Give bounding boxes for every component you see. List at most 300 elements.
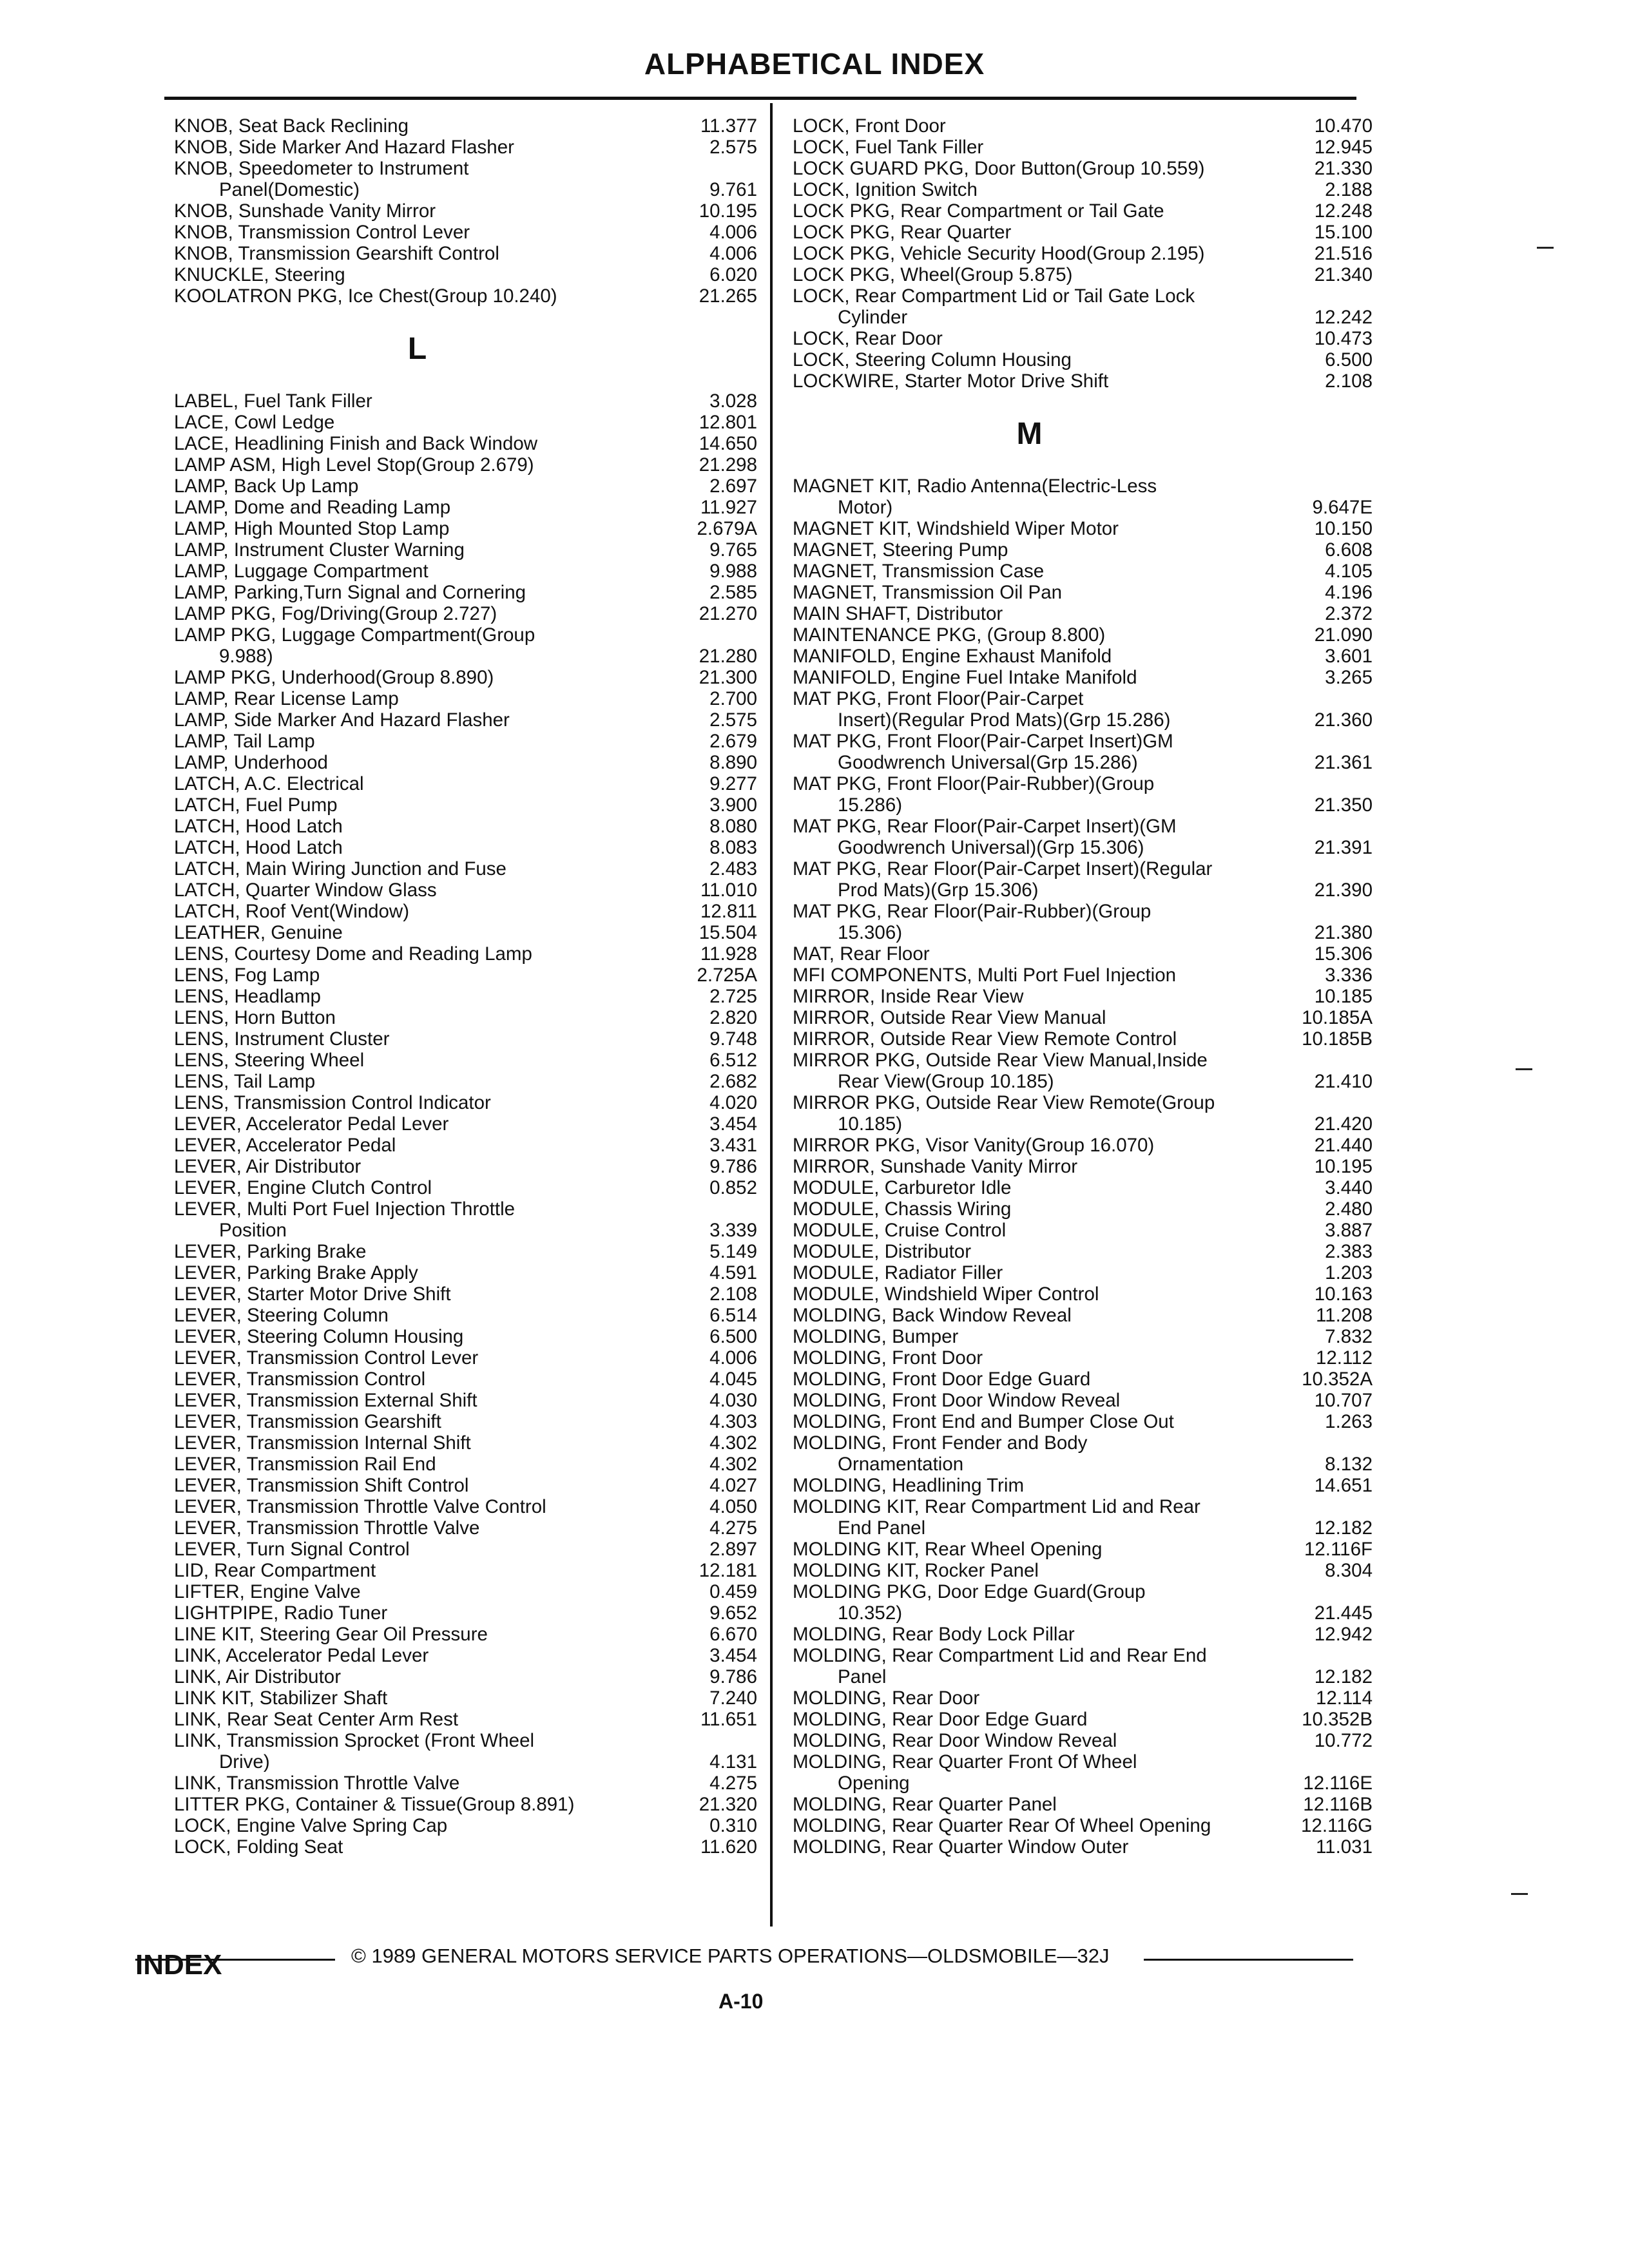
entry-reference: 6.670	[709, 1624, 757, 1645]
entry-reference: 21.380	[1314, 922, 1373, 943]
entry-description: MAGNET KIT, Windshield Wiper Motor	[793, 518, 1119, 539]
entry-reference: 3.601	[1325, 646, 1373, 667]
entry-reference: 12.811	[700, 901, 757, 922]
entry-description: MAT PKG, Rear Floor(Pair-Carpet Insert)(GM	[793, 816, 1177, 837]
entry-description: LATCH, Hood Latch	[174, 837, 343, 858]
entry-description: LAMP PKG, Fog/Driving(Group 2.727)	[174, 603, 497, 624]
entry-description: MAGNET, Transmission Case	[793, 561, 1045, 582]
index-entry	[793, 1475, 1376, 1497]
index-entry	[174, 604, 767, 625]
entry-reference: 4.275	[709, 1517, 757, 1539]
index-entry	[793, 1178, 1376, 1199]
entry-description: MOLDING PKG, Door Edge Guard(Group	[793, 1581, 1146, 1602]
entry-description: MAINTENANCE PKG, (Group 8.800)	[793, 624, 1106, 646]
entry-reference: 2.383	[1325, 1241, 1373, 1262]
index-entry	[793, 265, 1376, 286]
entry-description: LATCH, Quarter Window Glass	[174, 879, 437, 901]
index-entry	[174, 159, 767, 201]
entry-reference: 15.504	[699, 922, 757, 943]
entry-reference: 10.163	[1314, 1283, 1373, 1305]
entry-description: LEVER, Transmission Control Lever	[174, 1347, 479, 1369]
entry-reference: 12.945	[1314, 137, 1373, 158]
right-index-column	[793, 116, 1376, 1858]
entry-description: MOLDING KIT, Rocker Panel	[793, 1560, 1039, 1581]
entry-reference: 12.801	[699, 412, 757, 433]
entry-reference: 7.240	[709, 1687, 757, 1709]
index-entry	[174, 1518, 767, 1539]
entry-reference: 10.195	[1314, 1156, 1373, 1177]
index-entry	[174, 1135, 767, 1157]
entry-description: LAMP PKG, Luggage Compartment(Group	[174, 624, 535, 646]
entry-description: MIRROR PKG, Outside Rear View Remote(Group	[793, 1092, 1215, 1113]
entry-reference: 21.298	[699, 454, 757, 476]
entry-description: MOLDING, Rear Body Lock Pillar	[793, 1624, 1075, 1645]
entry-description: LAMP, Instrument Cluster Warning	[174, 539, 465, 561]
entry-description: LAMP, Side Marker And Hazard Flasher	[174, 709, 510, 731]
left-index-column	[174, 116, 767, 1858]
entry-reference: 21.350	[1314, 794, 1373, 816]
entry-reference: 9.786	[709, 1666, 757, 1687]
entry-reference: 12.182	[1314, 1517, 1373, 1539]
entry-reference: 10.473	[1314, 328, 1373, 349]
index-entry	[174, 1114, 767, 1135]
entry-description: LENS, Transmission Control Indicator	[174, 1092, 491, 1113]
index-entry	[174, 1433, 767, 1454]
index-entry	[793, 476, 1376, 519]
entry-description: LAMP, Rear License Lamp	[174, 688, 399, 709]
index-entry	[793, 1816, 1376, 1837]
entry-description: LEVER, Multi Port Fuel Injection Throttle	[174, 1198, 516, 1220]
entry-description: LEVER, Starter Motor Drive Shift	[174, 1283, 451, 1305]
entry-reference: 2.575	[709, 709, 757, 731]
entry-description-continued: Goodwrench Universal)(Grp 15.306)	[838, 837, 1144, 858]
index-entry	[793, 1242, 1376, 1263]
entry-reference: 4.006	[709, 243, 757, 264]
index-entry	[174, 561, 767, 582]
entry-description: MOLDING, Rear Quarter Rear Of Wheel Opening	[793, 1815, 1211, 1836]
entry-reference: 3.265	[1325, 667, 1373, 688]
entry-description: LEVER, Transmission Internal Shift	[174, 1432, 471, 1454]
entry-description: LENS, Courtesy Dome and Reading Lamp	[174, 943, 532, 965]
index-entry	[793, 1157, 1376, 1178]
entry-reference: 2.897	[709, 1539, 757, 1560]
index-entry	[793, 1709, 1376, 1731]
entry-description: MODULE, Distributor	[793, 1241, 972, 1262]
index-entry	[793, 1752, 1376, 1794]
letter-heading: M	[1016, 417, 1043, 451]
index-entry	[174, 923, 767, 944]
entry-reference: 10.185	[1314, 986, 1373, 1007]
entry-reference: 3.440	[1325, 1177, 1373, 1198]
entry-reference: 9.765	[709, 539, 757, 561]
index-entry	[174, 710, 767, 731]
index-entry	[793, 1390, 1376, 1412]
entry-description: LEVER, Transmission External Shift	[174, 1390, 477, 1411]
index-entry	[174, 244, 767, 265]
entry-description: MOLDING, Rear Quarter Front Of Wheel	[793, 1751, 1137, 1773]
entry-reference: 21.280	[699, 646, 757, 667]
entry-reference: 6.514	[709, 1305, 757, 1326]
index-entry	[174, 859, 767, 880]
entry-reference: 5.149	[709, 1241, 757, 1262]
entry-reference: 2.108	[709, 1283, 757, 1305]
entry-reference: 4.006	[709, 1347, 757, 1369]
entry-description: LOCK, Rear Door	[793, 328, 943, 349]
index-entry	[793, 540, 1376, 561]
index-entry	[793, 1433, 1376, 1475]
entry-description-continued: 10.352)	[838, 1602, 903, 1624]
entry-description: LAMP, Parking,Turn Signal and Cornering	[174, 582, 526, 603]
entry-description: LENS, Tail Lamp	[174, 1071, 316, 1092]
index-entry	[793, 689, 1376, 731]
index-entry	[174, 1050, 767, 1072]
index-entry	[793, 201, 1376, 222]
index-entry	[793, 159, 1376, 180]
index-entry	[793, 1688, 1376, 1709]
index-entry	[174, 1369, 767, 1390]
entry-description-continued: Cylinder	[838, 307, 908, 328]
page-title: ALPHABETICAL INDEX	[644, 47, 985, 81]
footer-rule-right	[1144, 1959, 1353, 1961]
entry-reference: 9.277	[709, 773, 757, 794]
index-entry	[793, 1199, 1376, 1220]
entry-description: LOCK GUARD PKG, Door Button(Group 10.559)	[793, 158, 1205, 179]
index-entry	[793, 1582, 1376, 1624]
entry-description: LOCK, Engine Valve Spring Cap	[174, 1815, 448, 1836]
index-entry	[793, 1093, 1376, 1135]
entry-reference: 21.360	[1314, 709, 1373, 731]
entry-reference: 21.440	[1314, 1135, 1373, 1156]
entry-reference: 9.761	[709, 179, 757, 200]
entry-description-continued: Prod Mats)(Grp 15.306)	[838, 879, 1039, 901]
entry-reference: 15.100	[1314, 222, 1373, 243]
entry-description: MODULE, Windshield Wiper Control	[793, 1283, 1099, 1305]
entry-reference: 11.208	[1315, 1305, 1373, 1326]
entry-description: KOOLATRON PKG, Ice Chest(Group 10.240)	[174, 285, 557, 307]
entry-reference: 8.083	[709, 837, 757, 858]
entry-description: MOLDING KIT, Rear Compartment Lid and Rear	[793, 1496, 1200, 1517]
title-rule	[164, 97, 1356, 100]
entry-reference: 4.105	[1325, 561, 1373, 582]
index-entry	[174, 1284, 767, 1305]
index-entry	[793, 646, 1376, 668]
entry-description: MAT PKG, Front Floor(Pair-Rubber)(Group	[793, 773, 1155, 794]
entry-reference: 21.420	[1314, 1113, 1373, 1135]
entry-description: LEVER, Transmission Shift Control	[174, 1475, 469, 1496]
index-entry	[793, 859, 1376, 901]
entry-description: LOCK PKG, Wheel(Group 5.875)	[793, 264, 1073, 285]
entry-reference: 6.500	[1325, 349, 1373, 370]
entry-reference: 21.445	[1314, 1602, 1373, 1624]
entry-description-continued: 15.286)	[838, 794, 903, 816]
index-entry	[793, 286, 1376, 329]
entry-description: LINK, Accelerator Pedal Lever	[174, 1645, 429, 1666]
section-label: INDEX	[135, 1949, 222, 1981]
index-entry	[793, 1327, 1376, 1348]
entry-reference: 8.132	[1325, 1454, 1373, 1475]
index-entry	[174, 497, 767, 519]
entry-reference: 9.786	[709, 1156, 757, 1177]
entry-reference: 0.852	[709, 1177, 757, 1198]
entry-description: MOLDING, Front Door Window Reveal	[793, 1390, 1121, 1411]
index-entry	[793, 1539, 1376, 1561]
entry-description: MOLDING, Front End and Bumper Close Out	[793, 1411, 1174, 1432]
entry-reference: 2.820	[709, 1007, 757, 1028]
entry-reference: 1.203	[1325, 1262, 1373, 1283]
entry-reference: 9.647E	[1312, 497, 1373, 518]
index-entry	[793, 180, 1376, 201]
entry-reference: 12.116B	[1303, 1794, 1373, 1815]
entry-description: LEVER, Accelerator Pedal Lever	[174, 1113, 449, 1135]
index-entry	[793, 1135, 1376, 1157]
entry-description: MOLDING, Rear Door Edge Guard	[793, 1709, 1088, 1730]
index-entry	[793, 1794, 1376, 1816]
entry-description: KNOB, Sunshade Vanity Mirror	[174, 200, 436, 222]
index-entry	[174, 774, 767, 795]
entry-description: MIRROR PKG, Visor Vanity(Group 16.070)	[793, 1135, 1155, 1156]
margin-mark	[1516, 1068, 1532, 1070]
entry-description: LID, Rear Compartment	[174, 1560, 376, 1581]
entry-description: MIRROR, Sunshade Vanity Mirror	[793, 1156, 1078, 1177]
entry-reference: 4.302	[709, 1454, 757, 1475]
entry-reference: 21.340	[1314, 264, 1373, 285]
entry-description: LAMP PKG, Underhood(Group 8.890)	[174, 667, 494, 688]
entry-description: LIFTER, Engine Valve	[174, 1581, 361, 1602]
entry-reference: 2.585	[709, 582, 757, 603]
entry-reference: 12.112	[1315, 1347, 1373, 1369]
entry-reference: 21.361	[1314, 752, 1373, 773]
entry-reference: 8.080	[709, 816, 757, 837]
entry-description-continued: 9.988)	[219, 646, 273, 667]
entry-reference: 1.263	[1325, 1411, 1373, 1432]
entry-description: LOCK, Rear Compartment Lid or Tail Gate Lock	[793, 285, 1195, 307]
index-entry	[174, 1709, 767, 1731]
entry-description-continued: 15.306)	[838, 922, 903, 943]
entry-description: LEVER, Air Distributor	[174, 1156, 361, 1177]
entry-reference: 14.650	[699, 433, 757, 454]
entry-reference: 6.512	[709, 1050, 757, 1071]
index-entry	[174, 455, 767, 476]
index-entry	[174, 901, 767, 923]
index-entry	[793, 350, 1376, 371]
entry-description-continued: End Panel	[838, 1517, 926, 1539]
index-entry	[793, 944, 1376, 965]
index-entry	[174, 1157, 767, 1178]
index-entry	[174, 1837, 767, 1858]
entry-description: MODULE, Cruise Control	[793, 1220, 1007, 1241]
entry-description: LOCK, Fuel Tank Filler	[793, 137, 984, 158]
entry-reference: 2.575	[709, 137, 757, 158]
entry-description: LATCH, A.C. Electrical	[174, 773, 364, 794]
entry-reference: 2.725	[709, 986, 757, 1007]
entry-description: MIRROR, Inside Rear View	[793, 986, 1024, 1007]
entry-description-continued: Ornamentation	[838, 1454, 964, 1475]
entry-reference: 12.248	[1314, 200, 1373, 222]
index-entry	[793, 1412, 1376, 1433]
entry-description: LACE, Cowl Ledge	[174, 412, 335, 433]
index-entry	[174, 816, 767, 838]
entry-description-continued: Insert)(Regular Prod Mats)(Grp 15.286)	[838, 709, 1171, 731]
entry-description: LOCK PKG, Rear Compartment or Tail Gate	[793, 200, 1164, 222]
entry-description: MOLDING, Rear Quarter Panel	[793, 1794, 1057, 1815]
entry-reference: 2.480	[1325, 1198, 1373, 1220]
entry-description-continued: Rear View(Group 10.185)	[838, 1071, 1054, 1092]
entry-description: LEVER, Turn Signal Control	[174, 1539, 410, 1560]
index-entry	[174, 582, 767, 604]
index-entry	[174, 1390, 767, 1412]
index-entry	[793, 561, 1376, 582]
index-entry	[174, 391, 767, 412]
entry-description: LAMP, Underhood	[174, 752, 328, 773]
entry-reference: 3.431	[709, 1135, 757, 1156]
entry-description: LATCH, Fuel Pump	[174, 794, 338, 816]
entry-reference: 2.188	[1325, 179, 1373, 200]
entry-description: LACE, Headlining Finish and Back Window	[174, 433, 538, 454]
index-entry	[174, 795, 767, 816]
entry-description: MANIFOLD, Engine Exhaust Manifold	[793, 646, 1112, 667]
index-entry	[174, 201, 767, 222]
entry-reference: 21.410	[1314, 1071, 1373, 1092]
entry-description: LEVER, Transmission Throttle Valve Control	[174, 1496, 546, 1517]
entry-description: MAGNET KIT, Radio Antenna(Electric-Less	[793, 476, 1157, 497]
entry-reference: 11.928	[700, 943, 757, 965]
entry-description: LATCH, Roof Vent(Window)	[174, 901, 410, 922]
index-entry	[793, 116, 1376, 137]
entry-description: MODULE, Carburetor Idle	[793, 1177, 1012, 1198]
entry-description: LOCK, Steering Column Housing	[793, 349, 1072, 370]
entry-description-continued: 10.185)	[838, 1113, 903, 1135]
entry-reference: 21.270	[699, 603, 757, 624]
entry-description: MIRROR, Outside Rear View Remote Control	[793, 1028, 1177, 1050]
entry-description: LEVER, Transmission Rail End	[174, 1454, 436, 1475]
index-entry	[174, 1497, 767, 1518]
entry-description: LENS, Steering Wheel	[174, 1050, 365, 1071]
index-entry	[793, 1008, 1376, 1029]
entry-description: MIRROR, Outside Rear View Manual	[793, 1007, 1106, 1028]
entry-description: LENS, Fog Lamp	[174, 965, 320, 986]
entry-description: LEVER, Steering Column	[174, 1305, 389, 1326]
index-entry	[793, 625, 1376, 646]
entry-reference: 4.045	[709, 1369, 757, 1390]
index-entry	[793, 1837, 1376, 1858]
index-entry	[174, 1603, 767, 1624]
entry-reference: 2.725A	[697, 965, 757, 986]
index-entry	[174, 1072, 767, 1093]
index-entry	[793, 604, 1376, 625]
entry-reference: 4.030	[709, 1390, 757, 1411]
entry-reference: 9.652	[709, 1602, 757, 1624]
entry-description: LEVER, Steering Column Housing	[174, 1326, 464, 1347]
index-entry	[793, 371, 1376, 392]
entry-description: LEVER, Accelerator Pedal	[174, 1135, 396, 1156]
entry-description: KNOB, Speedometer to Instrument	[174, 158, 469, 179]
entry-description: LOCK, Front Door	[793, 115, 946, 137]
index-entry	[174, 1327, 767, 1348]
entry-reference: 4.196	[1325, 582, 1373, 603]
entry-reference: 4.131	[709, 1751, 757, 1773]
entry-description: MOLDING, Rear Quarter Window Outer	[793, 1836, 1129, 1858]
entry-description-continued: Panel(Domestic)	[219, 179, 360, 200]
entry-reference: 12.242	[1314, 307, 1373, 328]
entry-reference: 10.470	[1314, 115, 1373, 137]
index-entry	[174, 1008, 767, 1029]
index-entry	[793, 519, 1376, 540]
entry-reference: 0.310	[709, 1815, 757, 1836]
column-divider	[770, 103, 773, 1927]
entry-description: MIRROR PKG, Outside Rear View Manual,Inside	[793, 1050, 1208, 1071]
entry-description: LAMP, Luggage Compartment	[174, 561, 429, 582]
index-entry	[793, 668, 1376, 689]
entry-description: LEVER, Parking Brake Apply	[174, 1262, 418, 1283]
index-entry	[174, 1646, 767, 1667]
entry-reference: 4.591	[709, 1262, 757, 1283]
index-entry	[174, 1539, 767, 1561]
entry-reference: 11.927	[700, 497, 757, 518]
entry-description: LAMP, High Mounted Stop Lamp	[174, 518, 450, 539]
entry-reference: 3.028	[709, 390, 757, 412]
entry-reference: 11.010	[700, 879, 757, 901]
entry-description-continued: Motor)	[838, 497, 893, 518]
entry-reference: 4.275	[709, 1773, 757, 1794]
entry-description: LOCKWIRE, Starter Motor Drive Shift	[793, 370, 1109, 392]
index-entry	[793, 1561, 1376, 1582]
entry-reference: 10.772	[1314, 1730, 1373, 1751]
index-entry	[174, 1688, 767, 1709]
index-entry	[174, 222, 767, 244]
entry-reference: 8.890	[709, 752, 757, 773]
entry-reference: 12.181	[699, 1560, 757, 1581]
entry-description: LINE KIT, Steering Gear Oil Pressure	[174, 1624, 488, 1645]
entry-description: MOLDING, Rear Compartment Lid and Rear End	[793, 1645, 1207, 1666]
entry-description: MAT PKG, Front Floor(Pair-Carpet Insert)GM	[793, 731, 1173, 752]
index-entry	[174, 1773, 767, 1794]
entry-reference: 2.372	[1325, 603, 1373, 624]
entry-reference: 2.679A	[697, 518, 757, 539]
entry-reference: 12.114	[1315, 1687, 1373, 1709]
entry-description: KNUCKLE, Steering	[174, 264, 345, 285]
entry-description: LINK KIT, Stabilizer Shaft	[174, 1687, 388, 1709]
entry-description: MAT PKG, Rear Floor(Pair-Carpet Insert)(Regular	[793, 858, 1213, 879]
entry-reference: 4.050	[709, 1496, 757, 1517]
entry-description: LENS, Horn Button	[174, 1007, 336, 1028]
index-entry	[174, 731, 767, 753]
entry-reference: 10.195	[699, 200, 757, 222]
entry-reference: 11.031	[1315, 1836, 1373, 1858]
entry-reference: 2.682	[709, 1071, 757, 1092]
index-entry	[174, 1624, 767, 1646]
index-entry	[174, 1199, 767, 1242]
entry-reference: 4.027	[709, 1475, 757, 1496]
entry-reference: 12.116G	[1301, 1815, 1373, 1836]
index-entry	[793, 1284, 1376, 1305]
entry-description: MOLDING, Front Fender and Body	[793, 1432, 1088, 1454]
entry-description: MOLDING, Front Door Edge Guard	[793, 1369, 1091, 1390]
entry-description: MODULE, Radiator Filler	[793, 1262, 1003, 1283]
entry-description: MOLDING, Front Door	[793, 1347, 983, 1369]
entry-description: MAT PKG, Rear Floor(Pair-Rubber)(Group	[793, 901, 1152, 922]
entry-description: LOCK PKG, Vehicle Security Hood(Group 2.195)	[793, 243, 1205, 264]
entry-description-continued: Position	[219, 1220, 287, 1241]
entry-description: MFI COMPONENTS, Multi Port Fuel Injection	[793, 965, 1177, 986]
entry-reference: 0.459	[709, 1581, 757, 1602]
entry-reference: 10.150	[1314, 518, 1373, 539]
entry-description: MOLDING, Rear Door	[793, 1687, 980, 1709]
index-entry	[174, 519, 767, 540]
index-entry	[793, 986, 1376, 1008]
index-entry	[793, 329, 1376, 350]
entry-reference: 21.300	[699, 667, 757, 688]
index-entry	[174, 1667, 767, 1688]
